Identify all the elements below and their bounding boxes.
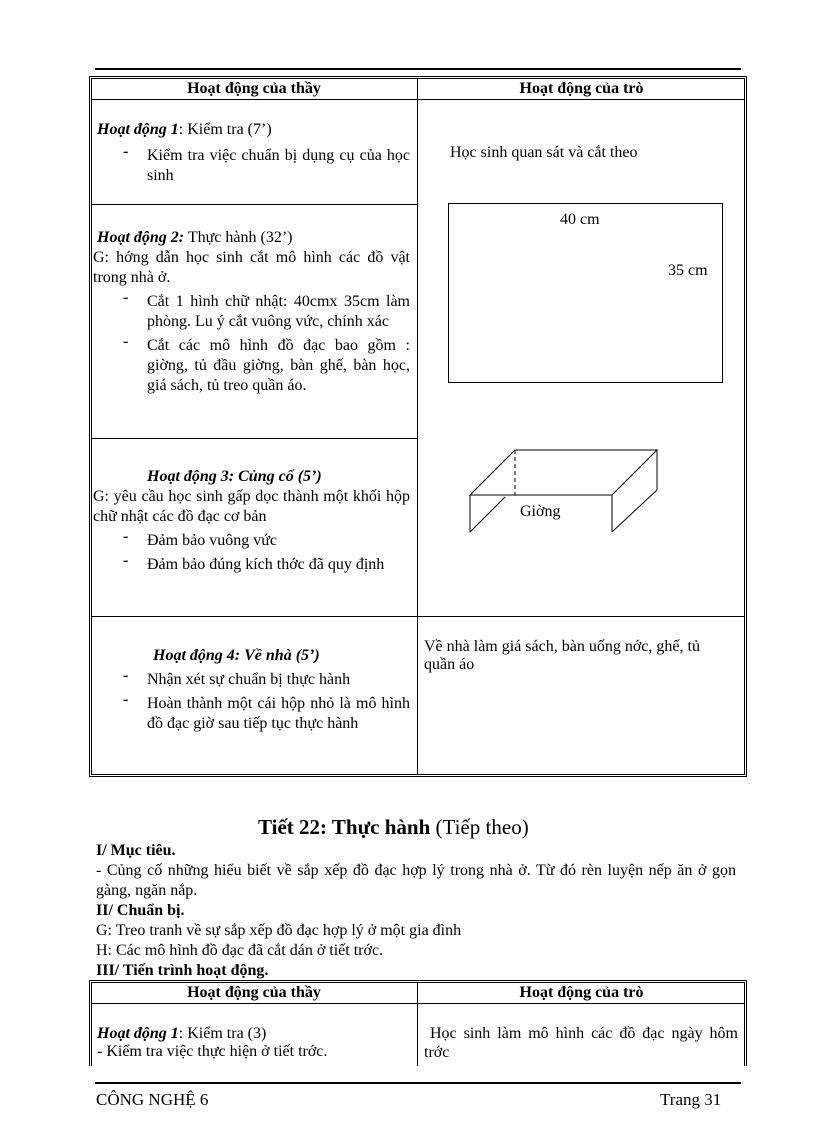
t2-teacher-line: - Kiểm tra việc thực hiện ở tiết trớc. [97,1043,328,1060]
header-student-2: Hoạt động của trò [519,984,644,1001]
bullet-item: - Đảm bảo đúng kích thớc đã quy định [97,555,410,575]
header-teacher-2: Hoạt động của thầy [187,984,321,1001]
bullet-item: - Đảm bảo vuông vức [97,531,410,551]
heading-process: III/ Tiến trình hoạt động. [96,962,269,979]
activity-3-intro: G: yêu cầu học sinh gấp dọc thành một khối hộp chữ nhật các đồ đạc cơ bản [93,488,410,525]
activity-2-heading: Hoạt động 2: Thực hành (32’) [97,229,293,246]
section-title: Tiết 22: Thực hành (Tiếp theo) [258,815,529,839]
heading-objectives: I/ Mục tiêu. [96,842,176,859]
bullet-item: - Kiểm tra việc chuẩn bị dụng cụ của học sinh [97,146,410,186]
box-right-slant [612,490,657,532]
preparation-student: H: Các mô hình đồ đạc đã cắt dán ở tiết trớc. [96,942,384,959]
row1-teacher [97,120,410,186]
bed-label: Giờng [520,503,561,520]
bullet-item: - Hoàn thành một cái hộp nhỏ là mô hình đồ đạc giờ sau tiếp tục thực hành [97,694,410,734]
header-student: Hoạt động của trò [519,80,644,97]
activity-2-intro: G: hớng dẫn học sinh cắt mô hình các đồ vật trong nhà ở. [93,249,410,286]
row3-teacher [93,467,410,575]
box-left-slant [470,497,505,532]
activity-4-heading: Hoạt động 4: Về nhà (5’) [153,647,320,664]
room-rectangle [448,203,723,383]
header-teacher: Hoạt động của thầy [187,80,321,97]
row2-teacher [93,228,410,396]
row4-student: Về nhà làm giá sách, bàn uống nớc, ghế, tủ quần áo [424,638,700,673]
objectives-text: - Củng cố những hiểu biết về sắp xếp đồ đạc hợp lý trong nhà ở. Từ đó rèn luyện nếp ăn ở gọn gàng, ngăn nắp. [96,862,736,899]
footer-subject: CÔNG NGHỆ 6 [96,1090,209,1109]
bullet-item: - Cắt 1 hình chữ nhật: 40cmx 35cm làm phòng. Lu ý cắt vuông vức, chính xác [97,292,410,332]
header-divider [91,1003,745,1004]
rect-width-label: 40 cm [560,211,600,228]
activity-3-heading: Hoạt động 3: Củng cố (5’) [147,468,322,485]
bullet-item: - Nhận xét sự chuẩn bị thực hành [97,670,410,690]
preparation-teacher: G: Treo tranh về sự sắp xếp đồ đạc hợp lý ở một gia đình [96,922,462,939]
rect-height-label: 35 cm [668,262,708,279]
row-divider [91,204,418,205]
box-top-face [470,450,657,495]
t2-teacher [97,1024,410,1062]
row1-student: Học sinh quan sát và cắt theo [450,144,638,161]
column-divider [417,78,418,775]
header-divider [91,99,745,100]
heading-preparation: II/ Chuẩn bị. [96,902,185,919]
t2-activity-heading: Hoạt động 1: Kiểm tra (3) [97,1025,267,1042]
footer-rule [95,1082,741,1084]
column-divider [417,982,418,1066]
row4-teacher [97,646,410,734]
activity-1-heading: Hoạt động 1: Kiểm tra (7’) [97,121,272,138]
t2-student: Học sinh làm mô hình các đồ đạc ngày hôm trớc [424,1025,738,1061]
row-divider [91,438,418,439]
bed-box-diagram [465,445,665,540]
bullet-item: - Cắt các mô hình đồ đạc bao gồm : giờng, tủ đầu giờng, bàn ghế, bàn học, giá sách, tủ treo quần áo. [97,336,410,396]
row-divider [91,616,745,617]
header-rule [95,68,741,70]
footer-page-number: Trang 31 [660,1090,722,1109]
